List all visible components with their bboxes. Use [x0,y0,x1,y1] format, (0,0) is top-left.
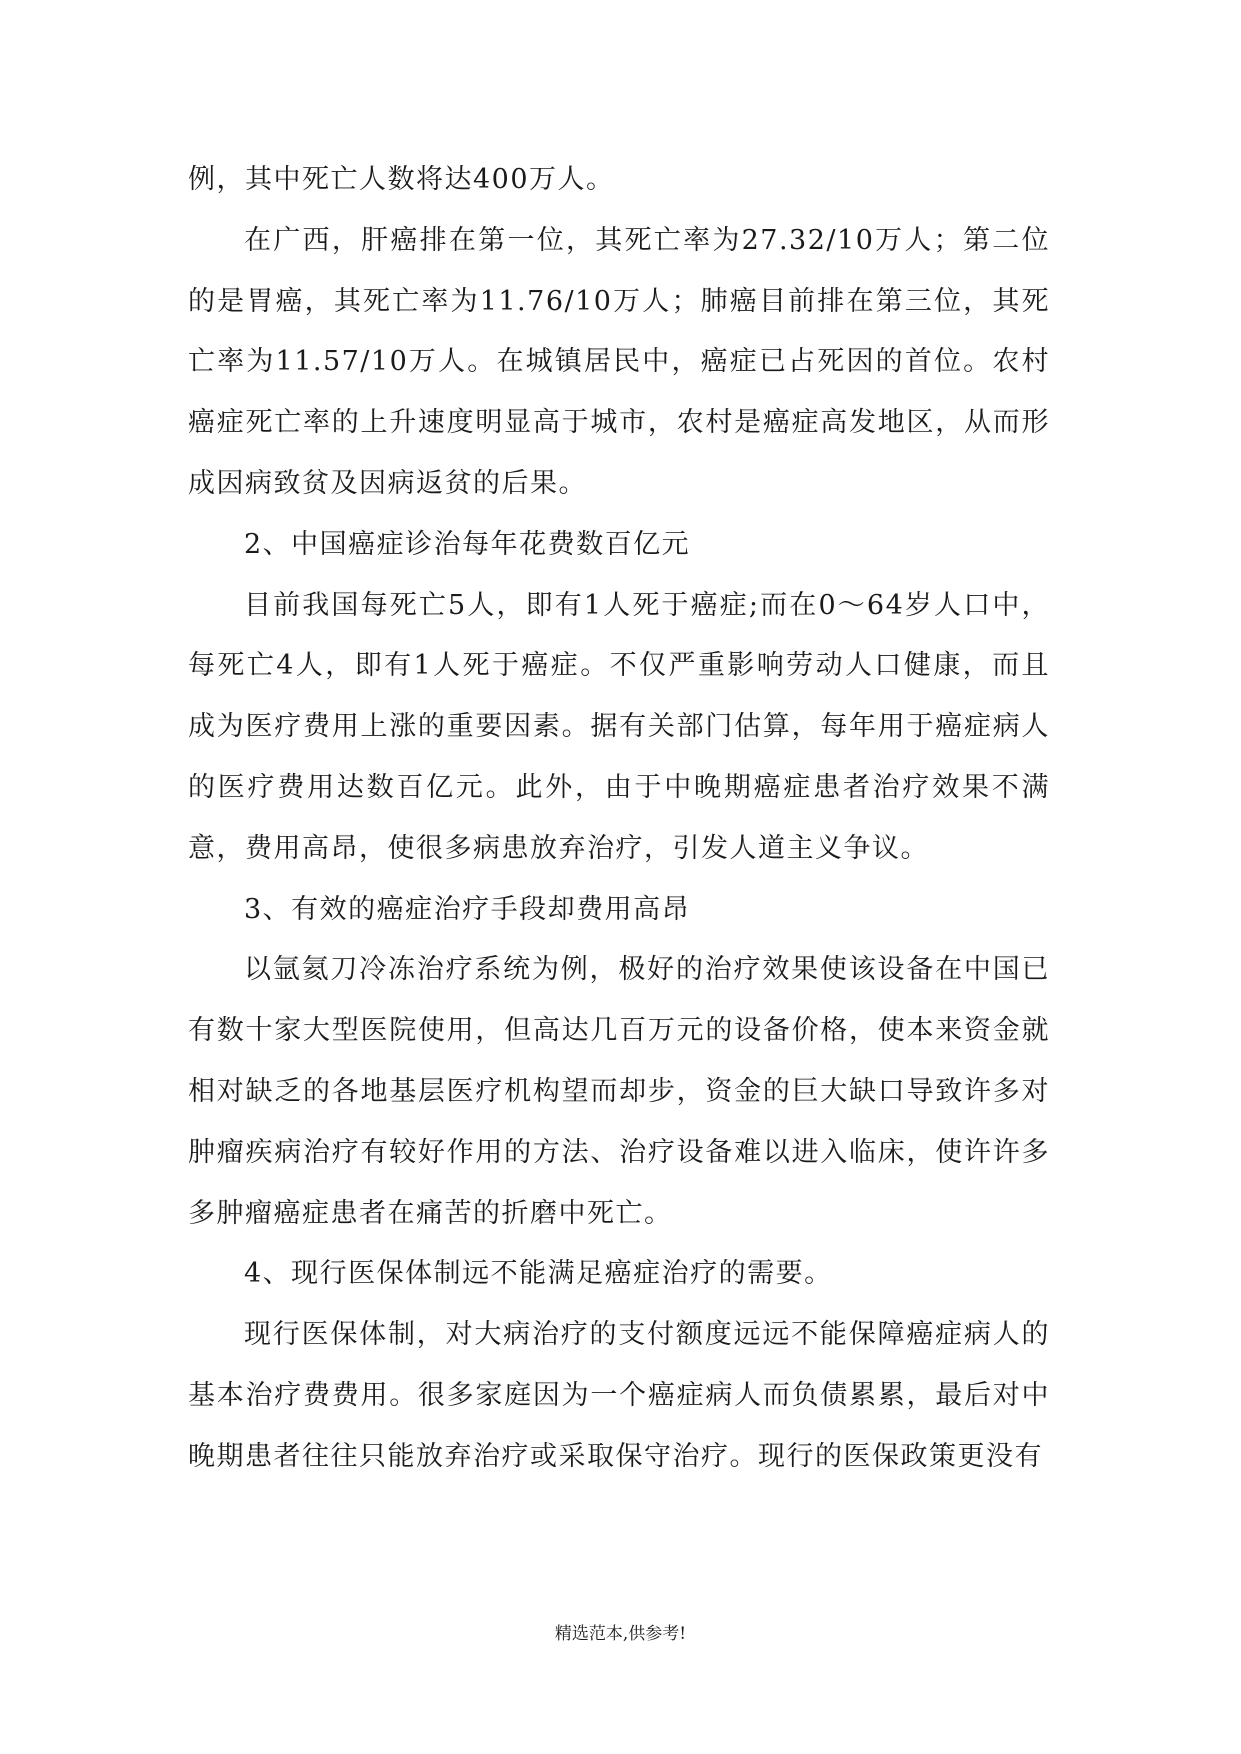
document-body [188,150,1050,1488]
paragraph-continuation: 例，其中死亡人数将达400万人。 [188,164,615,195]
paragraph-insurance-system: 现行医保体制，对大病治疗的支付额度远远不能保障癌症病人的基本治疗费费用。很多家庭因为一个癌症病人而负债累累，最后对中晚期患者往往只能放弃治疗或采取保守治疗。现行的医保政策更没有 [188,1319,1050,1472]
section-heading-2: 2、中国癌症诊治每年花费数百亿元 [244,528,691,560]
section-heading-3: 3、有效的癌症治疗手段却费用高昂 [244,893,691,925]
paragraph-national-cost: 目前我国每死亡5人，即有1人死于癌症;而在0～64岁人口中，每死亡4人，即有1人死于癌症。不仅严重影响劳动人口健康，而且成为医疗费用上涨的重要因素。据有关部门估算，每年用于癌症病人的医疗费用达数百亿元。此外，由于中晚期癌症患者治疗效果不满意，费用高昂，使很多病患放弃治疗，引发人道主义争议。 [188,589,1050,864]
paragraph-guangxi-statistics: 在广西，肝癌排在第一位，其死亡率为27.32/10万人；第二位的是胃癌，其死亡率为11.76/10万人；肺癌目前排在第三位，其死亡率为11.57/10万人。在城镇居民中，癌症已占死因的首位。农村癌症死亡率的上升速度明显高于城市，农村是癌症高发地区，从而形成因病致贫及因病返贫的后果。 [188,224,1050,499]
paragraph-treatment-cost: 以氩氦刀冷冻治疗系统为例，极好的治疗效果使该设备在中国已有数十家大型医院使用，但高达几百万元的设备价格，使本来资金就相对缺乏的各地基层医疗机构望而却步，资金的巨大缺口导致许多对肿瘤疾病治疗有较好作用的方法、治疗设备难以进入临床，使许许多多肿瘤癌症患者在痛苦的折磨中死亡。 [188,954,1050,1229]
section-heading-4: 4、现行医保体制远不能满足癌症治疗的需要。 [244,1258,833,1290]
page-footer: 精选范本,供参考! [554,1624,687,1644]
